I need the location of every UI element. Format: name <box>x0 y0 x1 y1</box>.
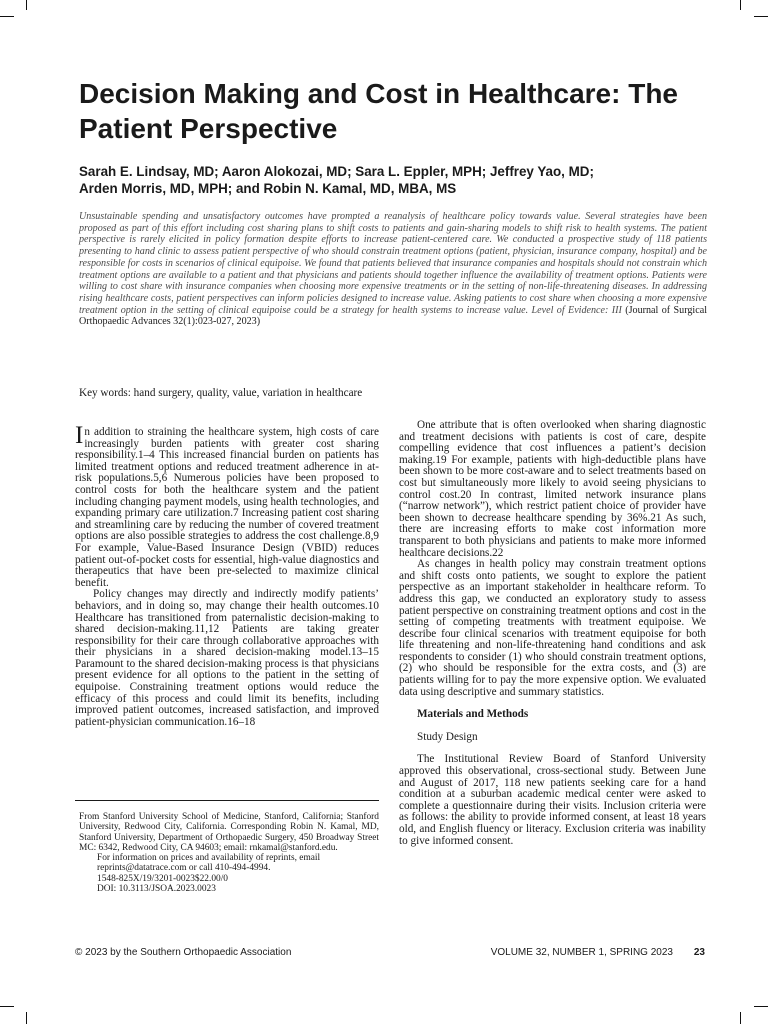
copyright-notice: © 2023 by the Southern Orthopaedic Association <box>75 947 292 958</box>
journal-citation: (Journal of Surgical Orthopaedic Advances 32(1):023-027, 2023) <box>79 304 707 328</box>
author-line-2: Arden Morris, MD, MPH; and Robin N. Kamal, MD, MBA, MS <box>79 181 457 196</box>
abstract <box>79 211 707 328</box>
crop-mark-top-right-h <box>754 16 768 17</box>
subheading-study-design: Study Design <box>417 730 478 743</box>
keywords: Key words: hand surgery, quality, value, variation in healthcare <box>79 387 363 399</box>
crop-mark-top-left-v <box>26 0 27 10</box>
footnote-divider <box>75 800 379 801</box>
crop-mark-bottom-right-h <box>754 1006 768 1007</box>
footnote-doi: DOI: 10.3113/JSOA.2023.0023 <box>97 884 216 895</box>
article-title: Decision Making and Cost in Healthcare: The Patient Perspective <box>79 78 679 144</box>
author-line-1: Sarah E. Lindsay, MD; Aaron Alokozai, MD; Sara L. Eppler, MPH; Jeffrey Yao, MD; <box>79 164 594 179</box>
footnote-reprints: For information on prices and availability of reprints, email reprints@datatrace.com or call 410-494-4994. <box>97 853 321 874</box>
footnote-issn: 1548-825X/19/3201-0023$22.00/0 <box>97 873 228 884</box>
section-heading-methods: Materials and Methods <box>417 708 529 721</box>
crop-mark-bottom-left-h <box>0 1006 14 1007</box>
author-list <box>79 163 699 197</box>
footnote <box>79 812 379 894</box>
methods-paragraph-1: The Institutional Review Board of Stanford University approved this observational, cross-sectional study. Between June and August of 2017, 118 new patients seeking care for a hand condition at a suburban academic medical center were asked to complete a questionnaire during their visits. Inclusion criteria were as follows: the ability to provide informed consent, at least 18 years old, and English fluency or literacy. Exclusion criteria was inability to give informed consent. <box>399 753 706 847</box>
footnote-affiliation: From Stanford University School of Medicine, Stanford, California; Stanford University, Redwood City, California. Corresponding Robin N. Kamal, MD, Stanford University, Department of Orthopaedic Surgery, 450 Broadway Street MC: 6342, Redwood City, CA 94603; email: rnkamal@stanford.edu. <box>79 812 379 853</box>
left-column <box>75 422 379 728</box>
issue-info: VOLUME 32, NUMBER 1, SPRING 2023 <box>490 947 673 958</box>
drop-cap: I <box>75 422 84 449</box>
abstract-text: Unsustainable spending and unsatisfactory outcomes have prompted a reanalysis of healthcare policy towards value. Several strategies have been proposed as part of this effort including cost sharing plans to shift costs to patients and gain-sharing models to shift risk to health systems. The patient perspective is rarely elicited in policy formation despite efforts to increase patient-centered care. We conducted a prospective study of 118 patients presenting to hand clinic to assess patient perspective of who should constrain treatment options (patient, physician, insurance company, hospital) and be responsible for costs in scenarios of clinical equipoise. We found that patients believed that insurance companies and hospitals should not constrain which treatment options are available to a patient and that physicians and patients should together influence the availability of treatment options. Patients were willing to cost share with insurance companies when choosing more expensive treatments or in the setting of non-life-threatening diseases. In addressing rising healthcare costs, patient perspectives can inform policies designed to increase value. Asking patients to cost share when choosing a more expensive treatment option in the setting of clinical equipoise could be a strategy for health systems to increase value. Level of Evidence: III <box>79 211 707 316</box>
intro-paragraph-1-text: n addition to straining the healthcare system, high costs of care increasingly burden patients with greater cost sharing responsibility.1–4 This increased financial burden on patients has limited treatment options and reduced treatment adherence in at-risk populations.5,6 Numerous policies have been proposed to control costs for both the healthcare system and the patient including changing payment models, using health technologies, and expanding primary care utilization.7 Increasing patient cost sharing and streamlining care by reducing the number of covered treatment options are also possible strategies to address the cost challenge.8,9 For example, Value-Based Insurance Design (VBID) reduces patient out-of-pocket costs for essential, high-value diagnostics and therapeutics that have been pre-selected to maximize clinical benefit. <box>75 426 379 589</box>
intro-paragraph-4: As changes in health policy may constrain treatment options and shift costs onto patients, we sought to explore the patient perspective as an important stakeholder in healthcare reform. To address this gap, we conducted an exploratory study to assess patient perspective on constraining treatment options and cost in the setting of competing treatments with treatment equipoise. We describe four clinical scenarios with treatment equipoise for both life threatening and non-life-threatening hand conditions and ask respondents to consider (1) who should constrain treatment options, (2) who should be responsible for the extra costs, and (3) are patients willing for to pay the more expensive option. We evaluated data using descriptive and summary statistics. <box>399 558 706 698</box>
intro-paragraph-1 <box>75 422 379 589</box>
intro-paragraph-2: Policy changes may directly and indirectly modify patients’ behaviors, and in doing so, may change their health outcomes.10 Healthcare has transitioned from paternalistic decision-making to shared decision-making.11,12 Patients are taking greater responsibility for their care through collaborative approaches with their physicians in a shared decision-making model.13–15 Paramount to the shared decision-making process is that physicians present evidence for all options to the patient in the setting of equipoise. Constraining treatment options would reduce the efficacy of this process and could limit its benefits, including improved patient outcomes, increased satisfaction, and improved patient-physician communication.16–18 <box>75 588 379 728</box>
intro-paragraph-3: One attribute that is often overlooked when sharing diagnostic and treatment decisions with patients is cost of care, despite compelling evidence that cost influences a patient’s decision making.19 For example, patients with high-deductible plans have been shown to be more cost-aware and to select treatments based on cost but simultaneously more likely to avoid seeing physicians to control cost.20 In contrast, limited network insurance plans (“narrow network”), which restrict patient choice of provider have been shown to decrease healthcare spending by 36%.21 As such, there are increasing efforts to make cost information more transparent to both physicians and patients to make more informed healthcare decisions.22 <box>399 419 706 559</box>
page-footer <box>75 947 705 961</box>
right-column <box>399 420 706 847</box>
page-number: 23 <box>693 947 705 958</box>
crop-mark-top-right-v <box>740 0 741 10</box>
crop-mark-bottom-left-v <box>26 1012 27 1024</box>
crop-mark-top-left-h <box>0 16 14 17</box>
crop-mark-bottom-right-v <box>740 1012 741 1024</box>
